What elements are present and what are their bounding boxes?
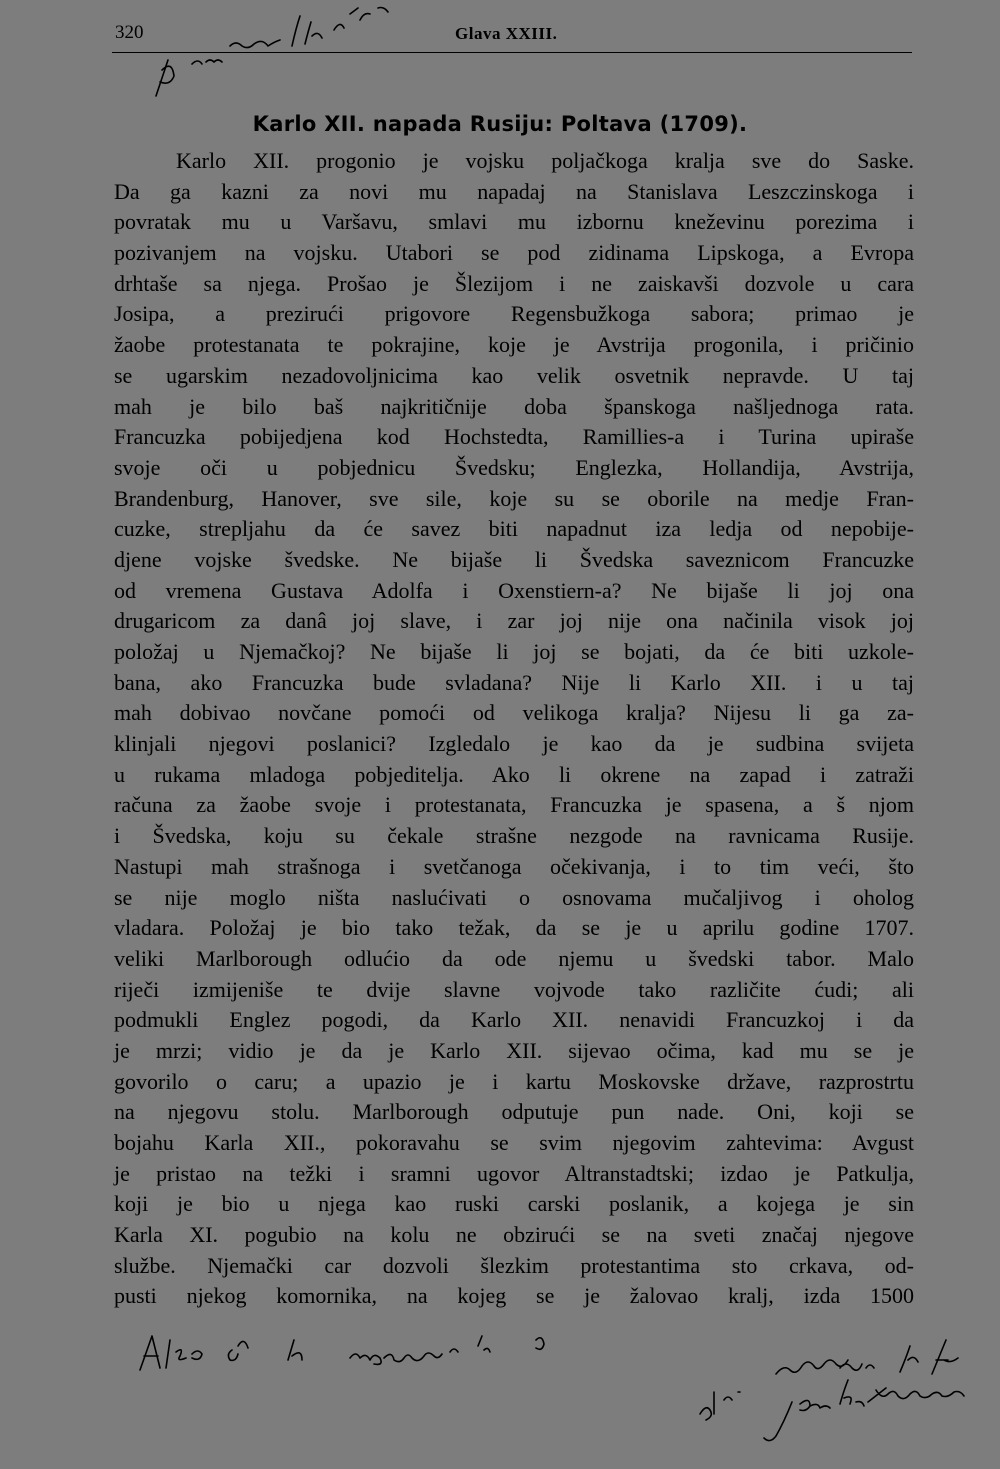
text-line: položaj u Njemačkoj? Ne bijaše li joj se bojati, da će biti uzkole-	[114, 639, 914, 664]
handwritten-scribble-margin	[156, 60, 222, 96]
text-line: računa za žaobe svoje i protestanata, Francuzka je spasena, a š njom	[114, 792, 914, 818]
text-line: u rukama mladoga pobjeditelja. Ako li okrene na zapad i zatraži	[114, 761, 914, 787]
text-line: Nastupi mah strašnoga i svetčanoga očekivanja, i to tim veći, što	[114, 853, 914, 879]
text-line: pusti njekog komornika, na kojeg se je žalovao kralj, izda 1500	[114, 1283, 914, 1309]
text-line: je mrzi; vidio je da je Karlo XII. sijevao očima, kad mu se je	[114, 1037, 914, 1063]
text-line: Francuzka pobijedjena kod Hochstedta, Ramillies-a i Turina upiraše	[114, 424, 914, 450]
page-number: 320	[115, 22, 144, 43]
text-line: drugaricom za danâ joj slave, i zar joj nije ona načinila visok joj	[114, 608, 914, 634]
section-title: Karlo XII. napada Rusiju: Poltava (1709).	[252, 112, 748, 136]
text-line: Da ga kazni za novi mu napadaj na Stanislava Leszczinskoga i	[114, 178, 914, 204]
text-line: pozivanjem na vojsku. Utabori se pod zidinama Lipskoga, a Evropa	[114, 240, 914, 266]
text-line: koji je bio u njega kao ruski carski poslanik, a kojega je sin	[114, 1191, 914, 1217]
handwritten-note-left	[140, 1336, 544, 1370]
text-line: žaobe protestanata te pokrajine, koje je Avstrija progonila, i pričinio	[114, 332, 914, 358]
text-line: na njegovu stolu. Marlborough odputuje pun nade. Oni, koji se	[114, 1099, 914, 1125]
text-line: veliki Marlborough odlućio da ode njemu u švedski tabor. Malo	[114, 945, 914, 971]
text-line: od vremena Gustava Adolfa i Oxenstiern-a? Ne bijaše li joj ona	[114, 577, 914, 603]
text-line: cuzke, strepljahu da će savez biti napadnut iza ledja od nepobije-	[114, 516, 914, 542]
header-rule	[112, 52, 912, 53]
text-line: se nije moglo ništa naslućivati o osnovama mučaljivog i oholog	[114, 884, 914, 910]
text-line: svoje oči u pobjednicu Švedsku; Englezka, Hollandija, Avstrija,	[114, 454, 914, 480]
text-line: Josipa, a prezirući prigovore Regensbužkoga sabora; primao je	[114, 301, 914, 327]
text-line: bana, ako Francuzka bude svladana? Nije li Karlo XII. i u taj	[114, 669, 914, 695]
text-line: Karla XI. pogubio na kolu ne obzirući se na sveti značaj njegove	[114, 1222, 914, 1248]
text-line: djene vojske švedske. Ne bijaše li Švedska saveznicom Francuzke	[114, 546, 914, 572]
text-line: bojahu Karla XII., pokoravahu se svim njegovim zahtevima: Avgust	[114, 1130, 914, 1155]
running-head: Glava XXIII.	[455, 24, 558, 43]
text-line: podmukli Englez pogodi, da Karlo XII. nenavidi Francuzkoj i da	[114, 1007, 914, 1033]
text-line: riječi izmijeniše te dvije slavne vojvode tako različite ćudi; ali	[114, 976, 914, 1002]
text-line: vladara. Položaj je bio tako težak, da se je u aprilu godine 1707.	[114, 915, 914, 941]
text-line: se ugarskim nezadovoljnicima kao velik osvetnik nepravde. U taj	[114, 362, 914, 388]
text-line: službe. Njemački car dozvoli šlezkim protestantima sto crkava, od-	[114, 1252, 914, 1278]
text-line: Brandenburg, Hanover, sve sile, koje su se oborile na medje Fran-	[114, 485, 914, 511]
text-line: mah je bilo baš najkritičnije doba španskoga našljednoga rata.	[114, 393, 914, 419]
text-line: drhtaše sa njega. Prošao je Šlezijom i ne zaiskavši dozvole u cara	[114, 270, 914, 296]
text-line: i Švedska, koju su čekale strašne nezgode na ravnicama Rusije.	[114, 823, 914, 849]
text-line: povratak mu u Varšavu, smlavi mu izbornu kneževinu porezima i	[114, 209, 914, 235]
handwritten-scribble-top	[230, 8, 388, 48]
text-line: mah dobivao novčane pomoći od velikoga kralja? Nijesu li ga za-	[114, 700, 914, 726]
text-line: klinjali njegovi poslanici? Izgledalo je kao da je sudbina svijeta	[114, 731, 914, 757]
handwritten-note-right	[700, 1340, 964, 1441]
text-line: Karlo XII. progonio je vojsku poljačkoga kralja sve do Saske.	[176, 148, 914, 173]
body-text	[114, 146, 914, 1312]
text-line: govorilo o caru; a upazio je i kartu Moskovske države, razprostrtu	[114, 1068, 914, 1094]
text-line: je pristao na težki i sramni ugovor Altranstadtski; izdao je Patkulja,	[114, 1160, 914, 1186]
